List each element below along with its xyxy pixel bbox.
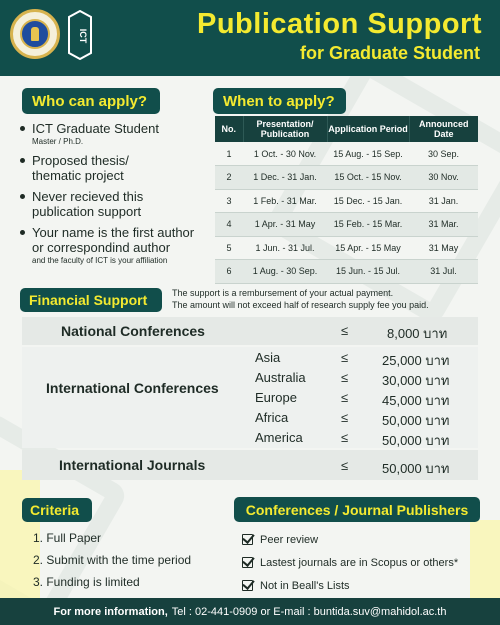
international-journals-band (22, 450, 478, 480)
cell-no: 2 (215, 166, 243, 190)
leq-sign: ≤ (341, 323, 349, 338)
who-can-apply-heading: Who can apply? (22, 88, 160, 114)
cell-announced: 31 Jul. (409, 260, 478, 284)
cell-announced: 31 Jan. (409, 189, 478, 213)
region-africa: Africa (255, 410, 289, 425)
university-seal-logo (10, 9, 60, 59)
amount-australia: 30,000 บาท (382, 373, 450, 388)
column-header-no: No. (215, 116, 243, 142)
cell-application: 15 Feb. - 15 Mar. (327, 213, 409, 237)
publisher-requirement (242, 574, 458, 597)
cell-publication: 1 Aug. - 30 Sep. (243, 260, 327, 284)
region-australia: Australia (255, 370, 306, 385)
cell-no: 1 (215, 142, 243, 166)
leq-sign: ≤ (341, 410, 349, 425)
page-title: Publication Support (197, 8, 482, 40)
eligibility-text: Proposed thesis/ thematic project (32, 153, 129, 183)
column-header-application: Application Period (327, 116, 409, 142)
cell-publication: 1 Oct. - 30 Nov. (243, 142, 327, 166)
financial-note-line: The support is a rembursement of your actual payment. (172, 288, 394, 298)
publisher-requirement-text: Peer review (260, 533, 319, 546)
header-banner (0, 0, 500, 76)
bullet-icon (20, 158, 25, 163)
amount-europe: 45,000 บาท (382, 393, 450, 408)
cell-application: 15 Jun. - 15 Jul. (327, 260, 409, 284)
publisher-requirement (242, 528, 458, 551)
page-subtitle: for Graduate Student (299, 43, 480, 63)
eligibility-item (20, 121, 218, 147)
criteria-item: 2. Submit with the time period (33, 553, 192, 567)
background-accent (470, 520, 500, 598)
checkbox-checked-icon (242, 534, 253, 545)
cell-announced: 31 Mar. (409, 213, 478, 237)
cell-no: 5 (215, 236, 243, 260)
leq-sign: ≤ (341, 350, 349, 365)
financial-support-heading: Financial Support (20, 288, 162, 312)
leq-sign: ≤ (341, 390, 349, 405)
ict-logo (68, 10, 92, 60)
cell-application: 15 Dec. - 15 Jan. (327, 189, 409, 213)
eligibility-text: ICT Graduate Student (32, 121, 159, 136)
bullet-icon (20, 126, 25, 131)
eligibility-subtext: Master / Ph.D. (32, 137, 84, 146)
criteria-item: 1. Full Paper (33, 531, 102, 545)
criteria-heading: Criteria (22, 498, 92, 522)
cell-application: 15 Apr. - 15 May (327, 236, 409, 260)
table-row (215, 236, 478, 260)
eligibility-item (20, 189, 218, 219)
region-america: America (255, 430, 303, 445)
checkbox-checked-icon (242, 580, 253, 591)
publisher-requirement (242, 551, 458, 574)
eligibility-list (20, 121, 218, 272)
cell-announced: 30 Sep. (409, 142, 478, 166)
cell-publication: 1 Jun. - 31 Jul. (243, 236, 327, 260)
cell-application: 15 Oct. - 15 Nov. (327, 166, 409, 190)
publishers-heading: Conferences / Journal Publishers (234, 497, 480, 522)
footer-contact (0, 598, 500, 625)
national-amount: 8,000 บาท (387, 326, 448, 341)
journals-amount: 50,000 บาท (382, 461, 450, 476)
table-row (215, 260, 478, 284)
leq-sign: ≤ (341, 370, 349, 385)
table-row (215, 166, 478, 190)
table-row (215, 189, 478, 213)
table-row (215, 142, 478, 166)
amount-asia: 25,000 บาท (382, 353, 450, 368)
region-asia: Asia (255, 350, 281, 365)
bullet-icon (20, 230, 25, 235)
cell-publication: 1 Apr. - 31 May (243, 213, 327, 237)
cell-no: 6 (215, 260, 243, 284)
eligibility-item (20, 225, 218, 266)
cell-publication: 1 Feb. - 31 Mar. (243, 189, 327, 213)
column-header-announced: Announced Date (409, 116, 478, 142)
cell-no: 4 (215, 213, 243, 237)
criteria-item: 3. Funding is limited (33, 575, 140, 589)
footer-lead: For more information, (53, 605, 168, 618)
amount-africa: 50,000 บาท (382, 413, 450, 428)
leq-sign: ≤ (341, 458, 349, 473)
national-conferences-band (22, 317, 478, 345)
ict-logo-text: ICT (78, 28, 88, 44)
amount-america: 50,000 บาท (382, 433, 450, 448)
national-conferences-label: National Conferences (61, 323, 205, 339)
international-journals-label: International Journals (59, 457, 206, 473)
table-header-row (215, 116, 478, 142)
publishers-list (242, 528, 458, 597)
publisher-requirement-text: Lastest journals are in Scopus or others* (260, 556, 459, 569)
column-header-publication: Presentation/ Publication (243, 116, 327, 142)
financial-note-line: The amount will not exceed half of research supply fee you paid. (172, 300, 429, 310)
international-conferences-label: International Conferences (46, 380, 219, 396)
cell-no: 3 (215, 189, 243, 213)
eligibility-subtext: and the faculty of ICT is your affiliation (32, 256, 168, 265)
cell-application: 15 Aug. - 15 Sep. (327, 142, 409, 166)
footer-contact-text: Tel : 02-441-0909 or E-mail : buntida.suv@mahidol.ac.th (171, 605, 447, 618)
region-europe: Europe (255, 390, 297, 405)
schedule-table (215, 116, 478, 284)
financial-note (172, 287, 429, 311)
when-to-apply-heading: When to apply? (213, 88, 346, 114)
eligibility-text: Never recieved this publication support (32, 189, 144, 219)
checkbox-checked-icon (242, 557, 253, 568)
table-row (215, 213, 478, 237)
leq-sign: ≤ (341, 430, 349, 445)
publisher-requirement-text: Not in Beall's Lists (260, 579, 350, 592)
cell-announced: 31 May (409, 236, 478, 260)
cell-announced: 30 Nov. (409, 166, 478, 190)
eligibility-text: Your name is the first author or correspondind author (32, 225, 195, 255)
criteria-list (33, 527, 191, 593)
bullet-icon (20, 194, 25, 199)
cell-publication: 1 Dec. - 31 Jan. (243, 166, 327, 190)
eligibility-item (20, 153, 218, 183)
